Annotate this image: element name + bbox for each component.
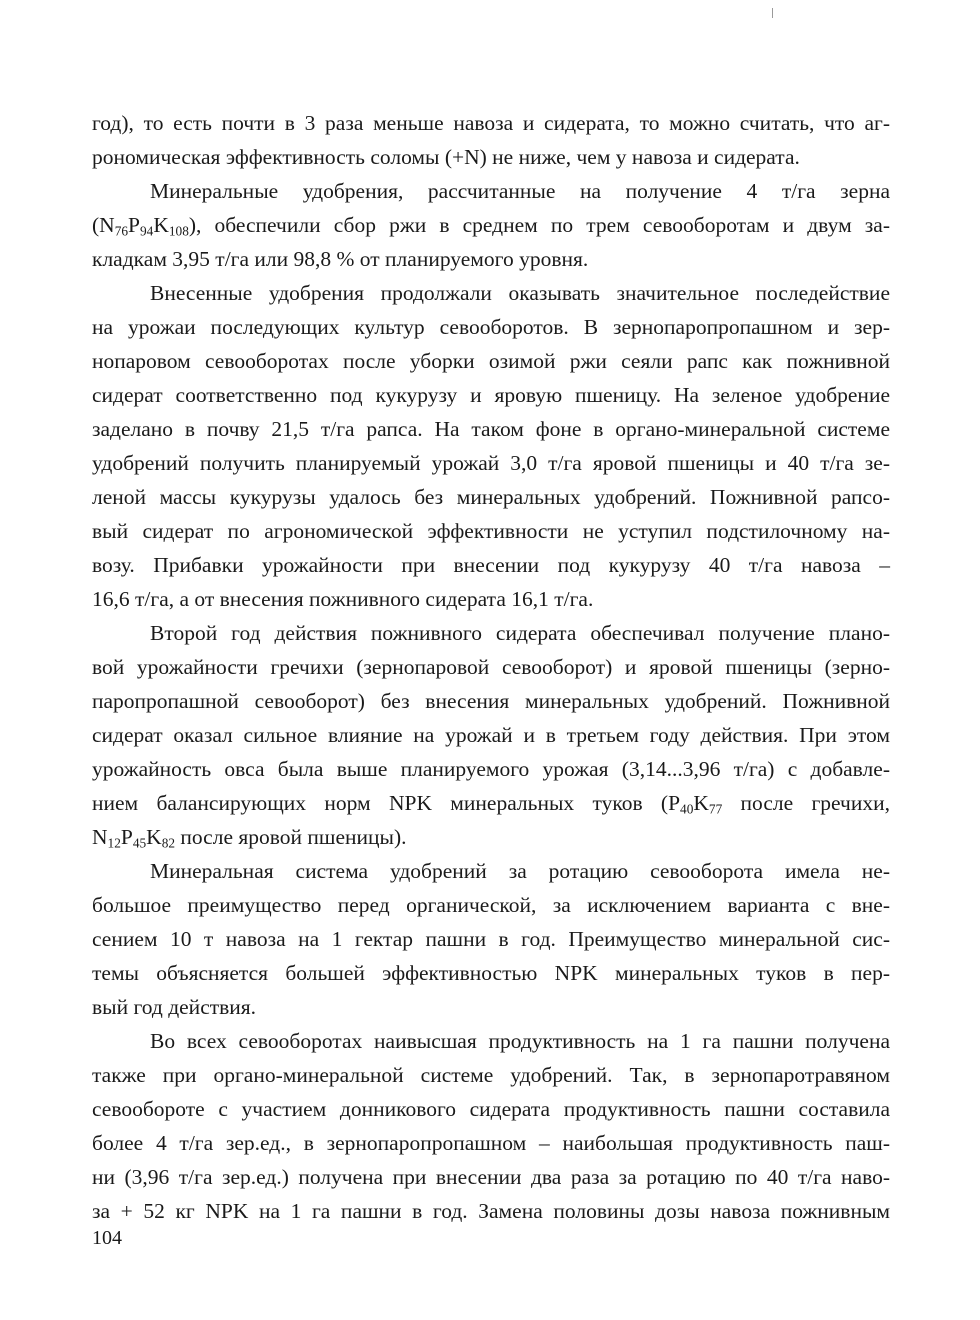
text-line: большое преимущество перед органической, за исключением варианта с вне- [92,893,890,917]
text-line-formula: нием балансирующих норм NPK минеральных туков ($P_{40}K_{77}$ после гречихи, [92,791,890,817]
paragraph-4 [92,616,890,854]
text-line: сидерат соответственно под кукурузу и яровую пшеницу. На зеленое удобрение [92,383,890,407]
text-line: вой урожайности гречихи (зернопаровой севооборот) и яровой пшеницы (зерно- [92,655,890,679]
text-line-formula: $(N_{76}P_{94}K_{108})$, обеспечили сбор ржи в среднем по трем севооборотам и двум за- [92,213,890,239]
text-line: год), то есть почти в 3 раза меньше навоза и сидерата, то можно считать, что аг- [92,111,890,135]
text-line: урожайность овса была выше планируемого урожая (3,14...3,96 т/га) с добавле- [92,757,890,781]
text-line: сением 10 т навоза на 1 гектар пашни в год. Преимущество минеральной сис- [92,927,890,951]
text-line: паропропашной севооборот) без внесения минеральных удобрений. Пожнивной [92,689,890,713]
page-number: 104 [92,1227,122,1249]
text-line: возу. Прибавки урожайности при внесении под кукурузу 40 т/га навоза – [92,553,890,577]
text-line: темы объясняется большей эффективностью NPK минеральных туков в пер- [92,961,890,985]
paragraph-6 [92,1024,890,1228]
text-line: рономическая эффективность соломы (+N) не ниже, чем у навоза и сидерата. [92,145,800,169]
paragraph-5 [92,854,890,1024]
text-line: кладкам 3,95 т/га или 98,8 % от планируемого уровня. [92,247,589,271]
text-line: ни (3,96 т/га зер.ед.) получена при внесении два раза за ротацию по 40 т/га наво- [92,1165,890,1189]
scan-artifact [772,8,773,18]
text-line-formula: $N_{12}P_{45}K_{82}$ после яровой пшеницы). [92,825,407,851]
text-line: более 4 т/га зер.ед., в зернопаропропашном – наибольшая продуктивность паш- [92,1131,890,1155]
paragraph-1 [92,106,890,174]
text-line: леной массы кукурузы удалось без минеральных удобрений. Пожнивной рапсо- [92,485,890,509]
text-line: севообороте с участием донникового сидерата продуктивность пашни составила [92,1097,890,1121]
text-line: Минеральная система удобрений за ротацию севооборота имела не- [150,859,890,883]
text-line: удобрений получить планируемый урожай 3,0 т/га яровой пшеницы и 40 т/га зе- [92,451,890,475]
text-line: вый сидерат по агрономической эффективности не уступил подстилочному на- [92,519,890,543]
text-line: сидерат оказал сильное влияние на урожай и в третьем году действия. При этом [92,723,890,747]
text-line: вый год действия. [92,995,257,1019]
text-line: Минеральные удобрения, рассчитанные на получение 4 т/га зерна [150,179,890,203]
text-line: также при органо-минеральной системе удобрений. Так, в зернопаротравяном [92,1063,890,1087]
text-line: заделано в почву 21,5 т/га рапса. На таком фоне в органо-минеральной системе [92,417,890,441]
text-line: Во всех севооборотах наивысшая продуктивность на 1 га пашни получена [150,1029,890,1053]
text-line: Второй год действия пожнивного сидерата обеспечивал получение плано- [150,621,890,645]
paragraph-3 [92,276,890,616]
text-line: нопаровом севооборотах после уборки озимой ржи сеяли рапс как пожнивной [92,349,890,373]
paragraph-2 [92,174,890,276]
text-line: на урожаи последующих культур севооборотов. В зернопаропропашном и зер- [92,315,890,339]
text-line: 16,6 т/га, а от внесения пожнивного сидерата 16,1 т/га. [92,587,594,611]
text-line: Внесенные удобрения продолжали оказывать значительное последействие [150,281,890,305]
text-line: за + 52 кг NPK на 1 га пашни в год. Замена половины дозы навоза пожнивным [92,1199,890,1223]
body-text [92,106,890,1228]
